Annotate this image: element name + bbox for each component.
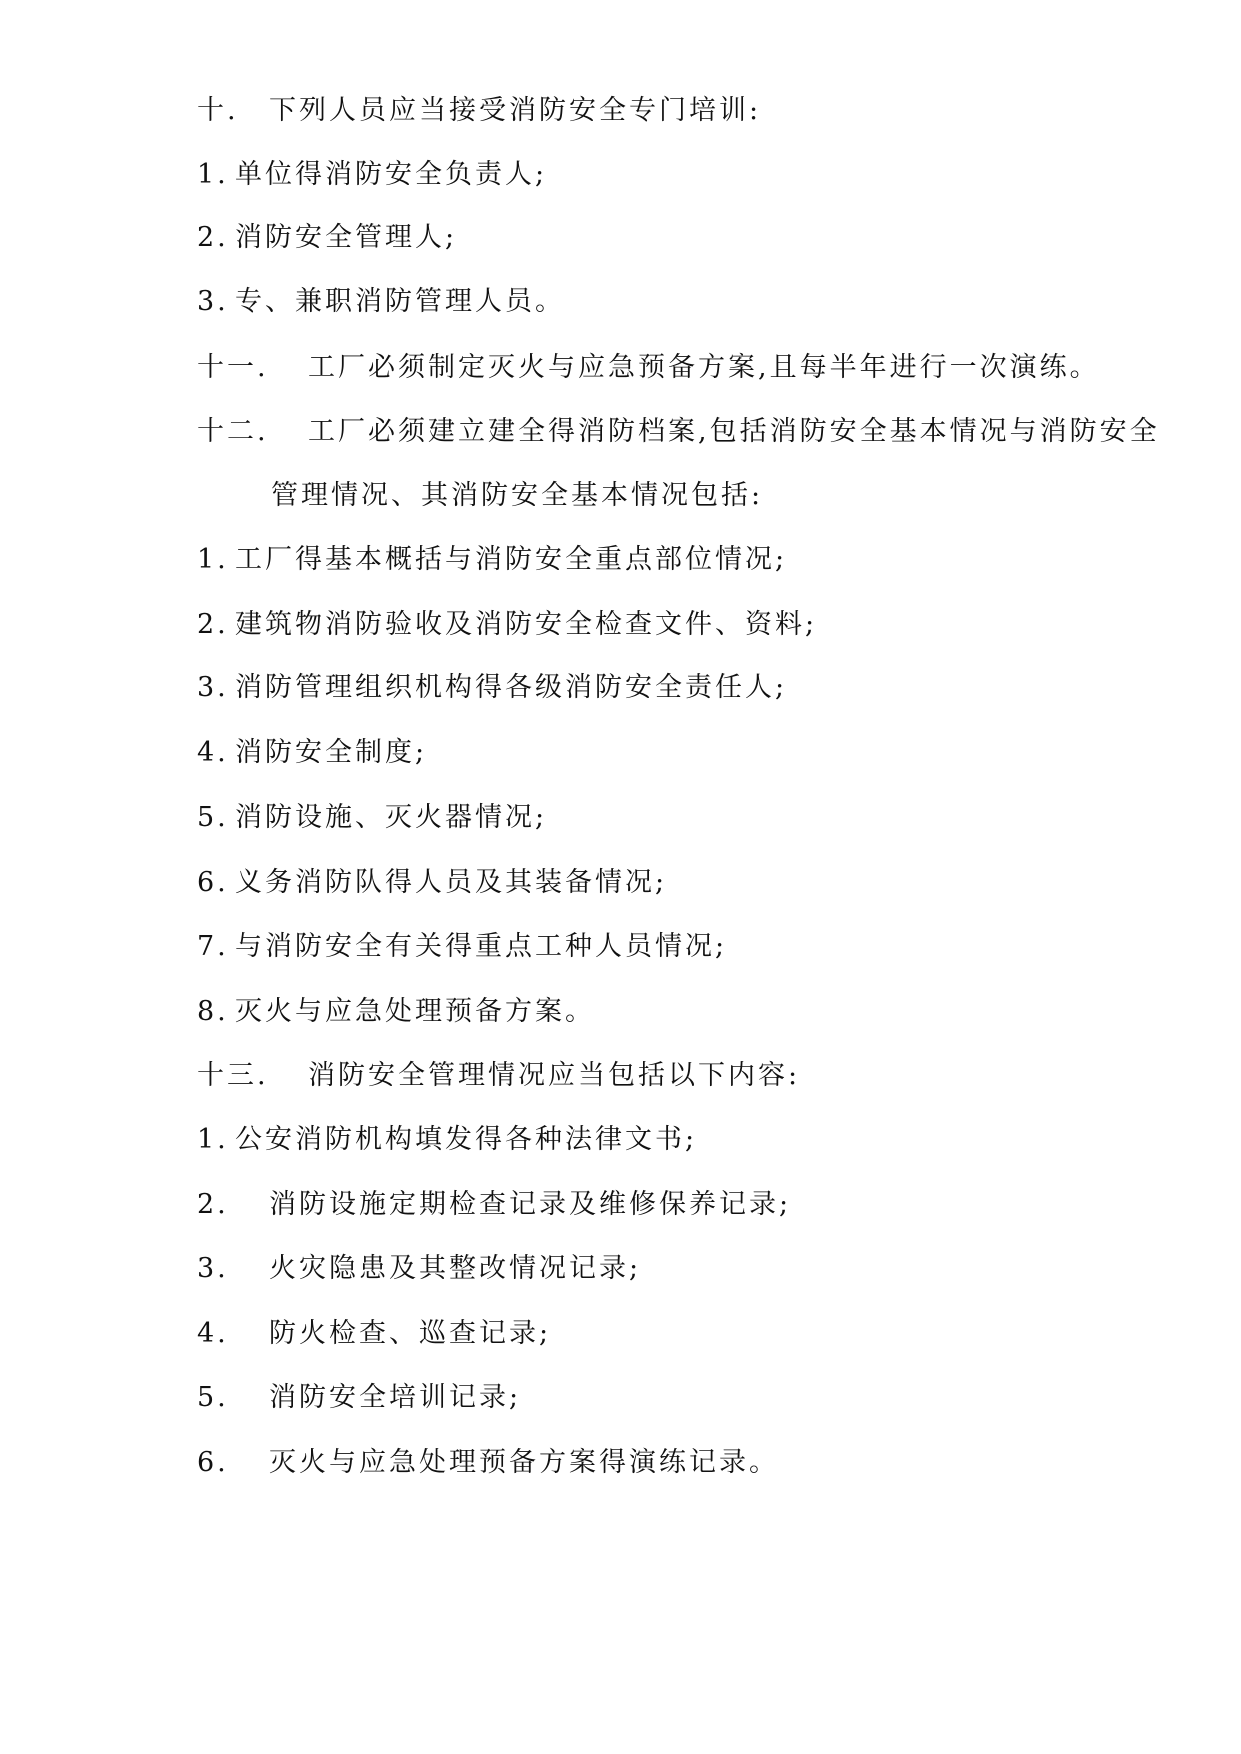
list-item — [197, 800, 547, 836]
item-text: 单位得消防安全负责人; — [235, 159, 548, 190]
item-text: 消防设施定期检查记录及维修保养记录; — [269, 1189, 792, 1220]
item-text: 消防安全培训记录; — [269, 1382, 522, 1413]
item-number: 1. — [197, 1124, 229, 1155]
list-item — [197, 670, 787, 706]
item-text: 消防管理组织机构得各级消防安全责任人; — [235, 672, 788, 703]
item-number: 2. — [197, 1189, 229, 1220]
item-number: 5. — [197, 802, 229, 833]
section-12-heading — [197, 414, 1160, 450]
list-item — [197, 542, 787, 578]
item-number: 3. — [197, 286, 229, 317]
item-number: 5. — [197, 1382, 229, 1413]
item-number: 7. — [197, 931, 229, 962]
section-10-heading — [197, 93, 761, 129]
item-text: 消防安全制度; — [235, 737, 428, 768]
item-number: 1. — [197, 159, 229, 190]
section-12-continuation: 管理情况、其消防安全基本情况包括: — [271, 480, 764, 511]
section-number: 十三. — [197, 1060, 269, 1091]
list-item — [197, 1316, 551, 1352]
item-text: 消防设施、灭火器情况; — [235, 802, 548, 833]
item-text: 与消防安全有关得重点工种人员情况; — [235, 931, 728, 962]
item-number: 2. — [197, 609, 229, 640]
item-text: 专、兼职消防管理人员。 — [235, 286, 565, 317]
list-item — [197, 865, 667, 901]
section-text: 工厂必须建立建全得消防档案,包括消防安全基本情况与消防安全 — [308, 416, 1160, 447]
section-13-heading — [197, 1058, 800, 1094]
section-text: 消防安全管理情况应当包括以下内容: — [308, 1060, 801, 1091]
item-number: 4. — [197, 737, 229, 768]
item-text: 灭火与应急处理预备方案。 — [235, 996, 595, 1027]
item-number: 1. — [197, 544, 229, 575]
section-text: 下列人员应当接受消防安全专门培训: — [269, 95, 762, 126]
item-text: 灭火与应急处理预备方案得演练记录。 — [269, 1447, 779, 1478]
section-11-heading — [197, 350, 1100, 386]
item-text: 工厂得基本概括与消防安全重点部位情况; — [235, 544, 788, 575]
list-item — [197, 1187, 791, 1223]
item-number: 6. — [197, 867, 229, 898]
item-number: 8. — [197, 996, 229, 1027]
item-number: 3. — [197, 672, 229, 703]
list-item — [197, 1445, 779, 1481]
item-text: 公安消防机构填发得各种法律文书; — [235, 1124, 698, 1155]
item-number: 6. — [197, 1447, 229, 1478]
item-text: 防火检查、巡查记录; — [269, 1318, 552, 1349]
list-item — [197, 929, 727, 965]
item-number: 4. — [197, 1318, 229, 1349]
item-text: 火灾隐患及其整改情况记录; — [269, 1253, 642, 1284]
item-text: 消防安全管理人; — [235, 222, 458, 253]
section-number: 十二. — [197, 416, 269, 447]
list-item — [197, 1251, 641, 1287]
item-text: 义务消防队得人员及其装备情况; — [235, 867, 668, 898]
item-number: 2. — [197, 222, 229, 253]
item-number: 3. — [197, 1253, 229, 1284]
section-text: 工厂必须制定灭火与应急预备方案,且每半年进行一次演练。 — [308, 352, 1100, 383]
list-item — [197, 284, 565, 320]
list-item — [197, 994, 595, 1030]
list-item — [197, 220, 457, 256]
section-number: 十. — [197, 95, 239, 126]
list-item — [197, 1380, 521, 1416]
list-item — [197, 607, 817, 643]
section-number: 十一. — [197, 352, 269, 383]
list-item — [197, 1122, 697, 1158]
list-item — [197, 735, 427, 771]
list-item — [197, 157, 547, 193]
item-text: 建筑物消防验收及消防安全检查文件、资料; — [235, 609, 818, 640]
